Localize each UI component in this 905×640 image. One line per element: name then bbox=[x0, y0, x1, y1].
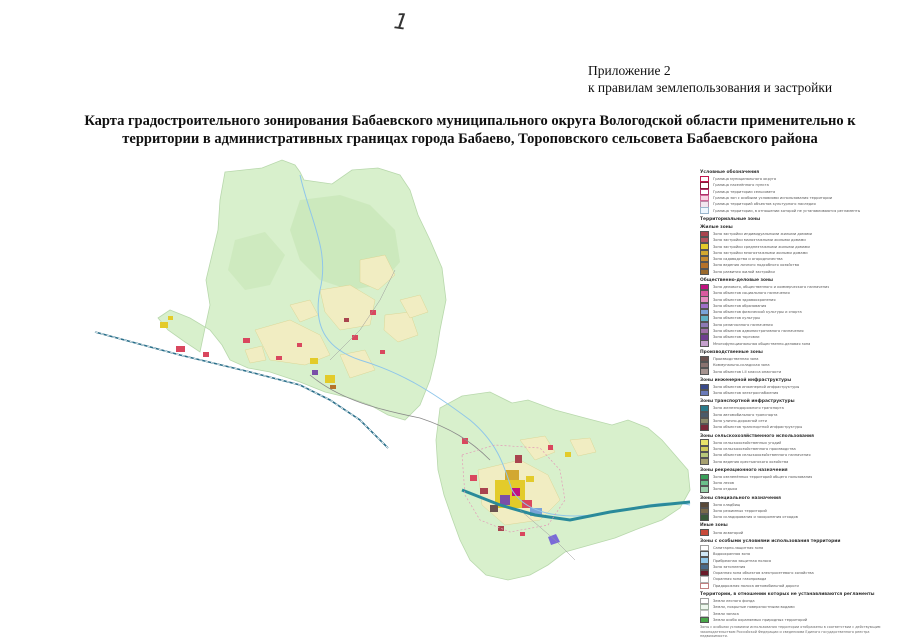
legend-item bbox=[700, 424, 900, 430]
legend-label: Зона затопления bbox=[713, 564, 746, 569]
legend-label: Зона объектов сельскохозяйственного назначения bbox=[713, 453, 811, 458]
legend-label: Граница территории, в отношении которой не устанавливаются регламенты bbox=[713, 208, 861, 213]
legend-label: Зона объектов физической культуры и спорта bbox=[713, 310, 802, 315]
legend-label: Зона сельскохозяйственного производства bbox=[713, 446, 796, 451]
legend-swatch bbox=[700, 340, 709, 346]
legend-section-title: Зоны с особыми условиями использования территории bbox=[700, 538, 841, 544]
legend-swatch bbox=[700, 583, 709, 589]
map-title-line-2: территории в административных границах города Бабаево, Тороповского сельсовета Бабаевского района bbox=[122, 131, 818, 147]
territory-west bbox=[158, 160, 446, 420]
legend-label: Придорожная полоса автомобильной дороги bbox=[713, 583, 799, 588]
legend-swatch bbox=[700, 424, 709, 430]
legend-section-title: Зоны инженерной инфраструктуры bbox=[700, 377, 792, 383]
legend-section-title: Территории, в отношении которых не устанавливаются регламенты bbox=[700, 591, 875, 597]
legend-label: Граница территории сельсовета bbox=[713, 189, 776, 194]
legend-label: Зона застройки многоэтажными жилыми домами bbox=[713, 250, 808, 255]
legend-item bbox=[700, 269, 900, 275]
legend-label: Зона религиозного назначения bbox=[713, 322, 773, 327]
legend-label: Зона объектов культуры bbox=[713, 316, 761, 321]
legend-swatch bbox=[700, 529, 709, 535]
legend-label: Граница зон с особыми условиями использования территории bbox=[713, 196, 833, 201]
legend-label: Зона лесов bbox=[713, 481, 734, 486]
legend-swatch bbox=[700, 368, 709, 374]
legend-label: Зона объектов социального назначения bbox=[713, 291, 790, 296]
legend-label: Зона делового, общественного и коммерческого назначения bbox=[713, 285, 830, 289]
legend-label: Зона застройки индивидуальными жилыми домами bbox=[713, 231, 812, 236]
legend-label: Зона озеленённых территорий общего пользования bbox=[713, 474, 813, 479]
legend-label: Охранная зона газопровода bbox=[713, 577, 767, 582]
legend-swatch bbox=[700, 390, 709, 396]
legend-label: Зона объектов административного назначения bbox=[713, 329, 804, 334]
legend-label: Зона режимных территорий bbox=[713, 509, 767, 514]
legend-item bbox=[700, 529, 900, 535]
legend-label: Земли, покрытые поверхностными водами bbox=[713, 605, 795, 610]
legend-label: Зона садоводства и огородничества bbox=[713, 257, 783, 262]
legend-swatch bbox=[700, 617, 709, 623]
legend-item bbox=[700, 341, 900, 347]
legend-label: Зона сельскохозяйственных угодий bbox=[713, 440, 782, 445]
legend-label: Зона застройки среднеэтажными жилыми домами bbox=[713, 244, 810, 249]
legend-label: Зона складирования и захоронения отходов bbox=[713, 515, 798, 520]
legend-swatch bbox=[700, 207, 709, 213]
legend-label: Многофункциональная общественно-деловая зона bbox=[713, 341, 811, 346]
legend-label: Зона объектов здравоохранения bbox=[713, 297, 776, 302]
legend-item bbox=[700, 458, 900, 464]
legend-label: Водоохранная зона bbox=[713, 552, 751, 557]
legend-label: Земли лесного фонда bbox=[713, 598, 755, 603]
legend-label: Охранная зона объектов электросетевого хозяйства bbox=[713, 571, 814, 576]
legend-label: Зона объектов торговли bbox=[713, 335, 760, 340]
legend-section-title: Зоны специального назначения bbox=[700, 495, 781, 501]
legend-label: Зона объектов электроснабжения bbox=[713, 391, 779, 396]
legend-swatch bbox=[700, 269, 709, 275]
legend-section-title: Жилые зоны bbox=[700, 224, 733, 230]
legend-section-title: Производственные зоны bbox=[700, 349, 763, 355]
legend-label: Зона железнодорожного транспорта bbox=[713, 406, 784, 411]
map-legend bbox=[700, 167, 900, 639]
legend-label: Зона акваторий bbox=[713, 530, 744, 535]
legend-label: Земли запаса bbox=[713, 611, 739, 616]
legend-label: Земли особо охраняемых природных территорий bbox=[713, 617, 808, 622]
legend-label: Зона объектов образования bbox=[713, 303, 767, 308]
map-title-line-1: Карта градостроительного зонирования Бабаевского муниципального округа Вологодской области применительно к bbox=[84, 113, 856, 129]
legend-heading: Условные обозначения bbox=[700, 170, 760, 175]
legend-label: Производственная зона bbox=[713, 356, 759, 361]
legend-label: Граница муниципального округа bbox=[713, 177, 777, 182]
legend-label: Коммунально-складская зона bbox=[713, 363, 770, 368]
legend-item bbox=[700, 390, 900, 396]
legend-item bbox=[700, 617, 900, 623]
legend-item bbox=[700, 583, 900, 589]
legend-label: Граница населённого пункта bbox=[713, 183, 769, 188]
legend-item bbox=[700, 514, 900, 520]
legend-label: Зона объектов I-II класса опасности bbox=[713, 369, 782, 374]
legend-section-title: Общественно-деловые зоны bbox=[700, 277, 774, 283]
legend-item bbox=[700, 486, 900, 492]
legend-label: Зона объектов транспортной инфраструктуры bbox=[713, 425, 803, 430]
legend-item bbox=[700, 207, 900, 213]
appendix-line-2: к правилам землепользования и застройки bbox=[588, 80, 833, 95]
legend-section-title: Зоны сельскохозяйственного использования bbox=[700, 433, 814, 439]
legend-section-title: Зоны рекреационного назначения bbox=[700, 467, 788, 473]
legend-swatch bbox=[700, 514, 709, 520]
legend-label: Зона кладбищ bbox=[713, 502, 741, 507]
legend-label: Зона отдыха bbox=[713, 487, 738, 492]
appendix-line-1: Приложение 2 bbox=[588, 63, 671, 78]
legend-swatch bbox=[700, 458, 709, 464]
legend-label: Зона автомобильного транспорта bbox=[713, 412, 778, 417]
legend-label: Зона объектов инженерной инфраструктуры bbox=[713, 384, 800, 389]
legend-label: Санитарно-защитная зона bbox=[713, 545, 764, 550]
legend-label: Зона ведения личного подсобного хозяйства bbox=[713, 263, 800, 268]
legend-label: Зона застройки малоэтажными жилыми домами bbox=[713, 238, 806, 243]
legend-section-title: Территориальные зоны bbox=[700, 216, 761, 222]
legend-note: Зоны с особыми условиями использования территории отображены в соответствии с действующим законодательством Российской Федерации и сведениями Единого государственного реестра недвижимости. bbox=[700, 625, 881, 639]
legend-label: Зона ведения крестьянского хозяйства bbox=[713, 459, 789, 464]
legend-swatch bbox=[700, 486, 709, 492]
legend-section-title: Иные зоны bbox=[700, 523, 728, 529]
legend-label: Зона улично-дорожной сети bbox=[713, 419, 767, 424]
legend-label: Граница территорий объектов культурного наследия bbox=[713, 202, 816, 207]
page-mark: 1 bbox=[392, 9, 410, 36]
legend-section-title: Зоны транспортной инфраструктуры bbox=[700, 399, 795, 405]
legend-label: Прибрежная защитная полоса bbox=[713, 558, 772, 563]
legend-item bbox=[700, 368, 900, 374]
legend-label: Зона развития жилой застройки bbox=[713, 269, 775, 274]
